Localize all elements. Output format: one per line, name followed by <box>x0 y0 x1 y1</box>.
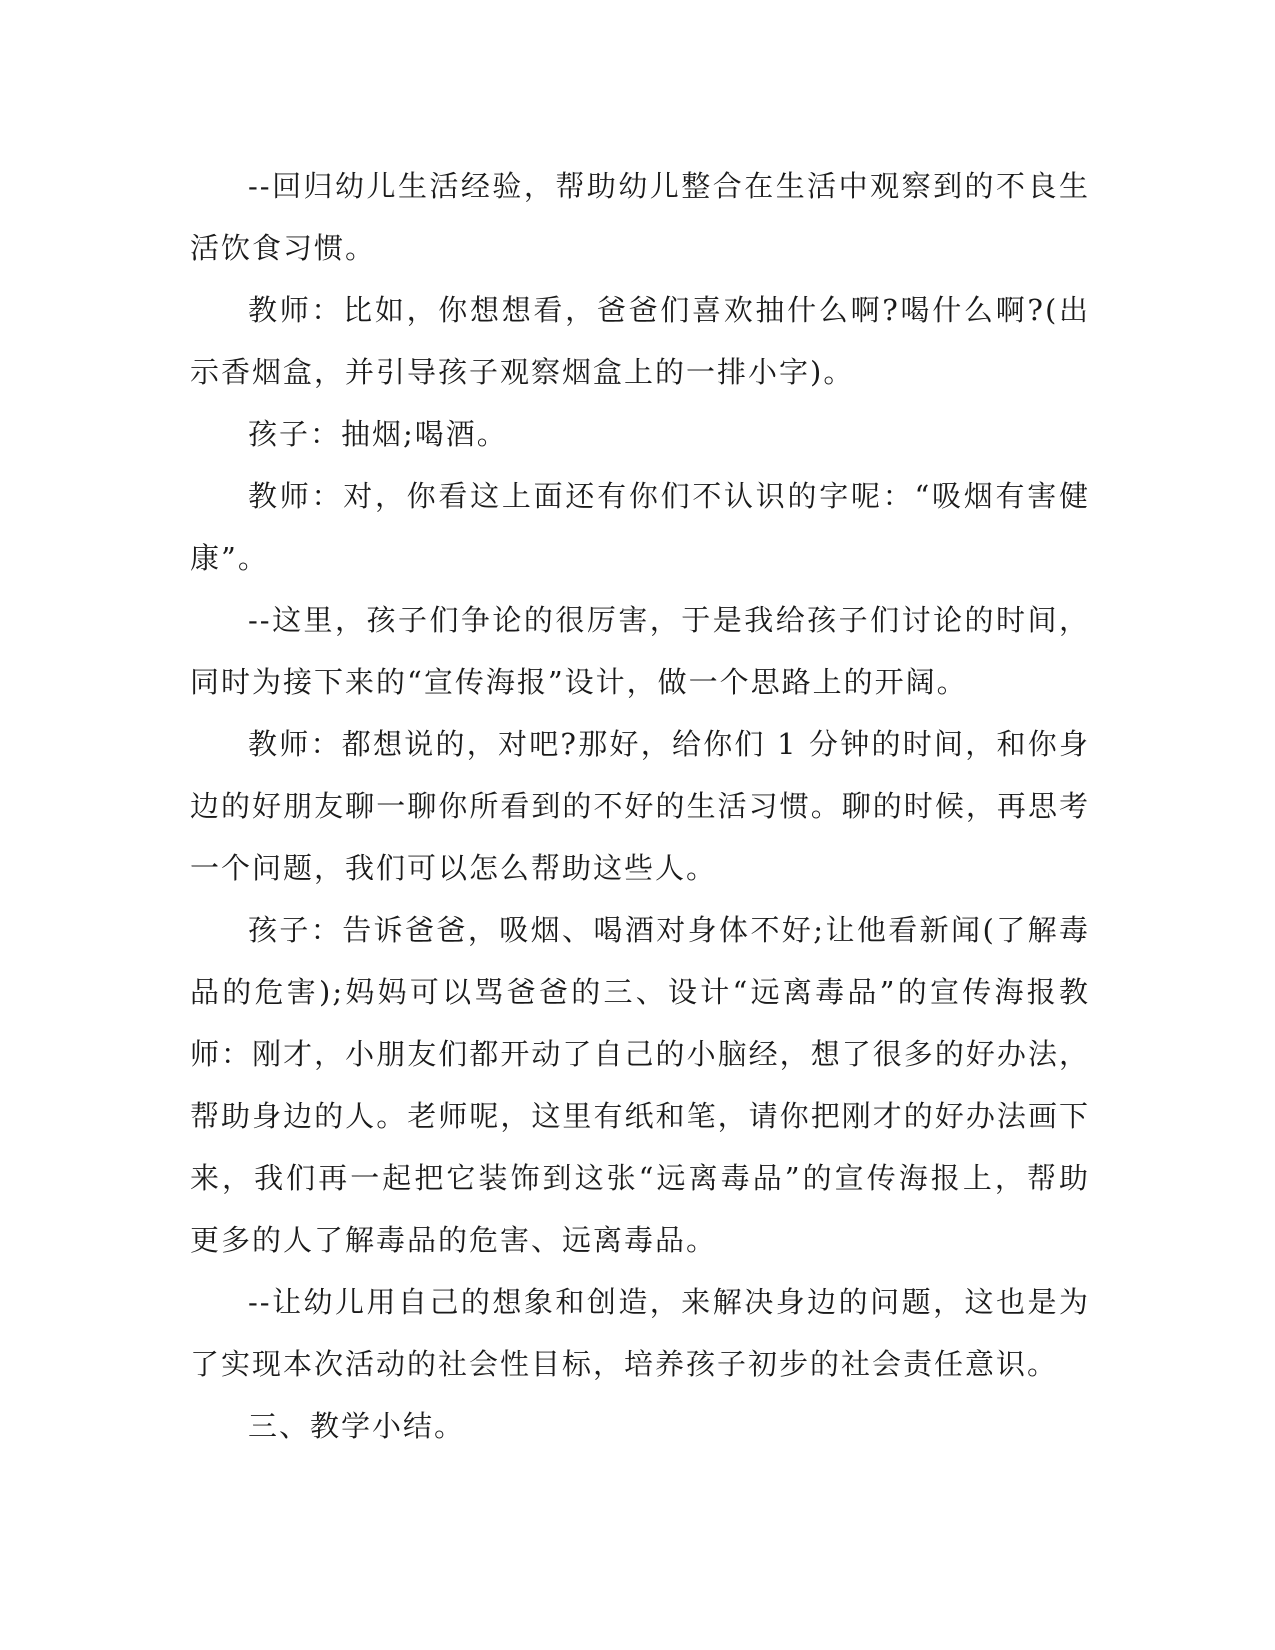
paragraph: 孩子：抽烟;喝酒。 <box>248 417 508 451</box>
paragraph: --让幼儿用自己的想象和创造，来解决身边的问题，这也是为了实现本次活动的社会性目标，培养孩子初步的社会责任意识。 <box>190 1285 1090 1381</box>
paragraph: --这里，孩子们争论的很厉害，于是我给孩子们讨论的时间，同时为接下来的“宣传海报”设计，做一个思路上的开阔。 <box>190 603 1090 699</box>
paragraph: 教师：比如，你想想看，爸爸们喜欢抽什么啊?喝什么啊?(出示香烟盒，并引导孩子观察烟盒上的一排小字)。 <box>190 293 1090 389</box>
paragraph: 三、教学小结。 <box>248 1409 466 1443</box>
document-body <box>190 155 1090 1457</box>
paragraph: 教师：都想说的，对吧?那好，给你们 1 分钟的时间，和你身边的好朋友聊一聊你所看到的不好的生活习惯。聊的时候，再思考一个问题，我们可以怎么帮助这些人。 <box>190 727 1090 885</box>
paragraph: 教师：对，你看这上面还有你们不认识的字呢：“吸烟有害健康”。 <box>190 479 1090 575</box>
paragraph: 孩子：告诉爸爸，吸烟、喝酒对身体不好;让他看新闻(了解毒品的危害);妈妈可以骂爸爸的三、设计“远离毒品”的宣传海报教师：刚才，小朋友们都开动了自己的小脑经，想了很多的好办法，帮助身边的人。老师呢，这里有纸和笔，请你把刚才的好办法画下来，我们再一起把它装饰到这张“远离毒品”的宣传海报上，帮助更多的人了解毒品的危害、远离毒品。 <box>190 913 1090 1257</box>
paragraph: --回归幼儿生活经验，帮助幼儿整合在生活中观察到的不良生活饮食习惯。 <box>190 169 1090 265</box>
